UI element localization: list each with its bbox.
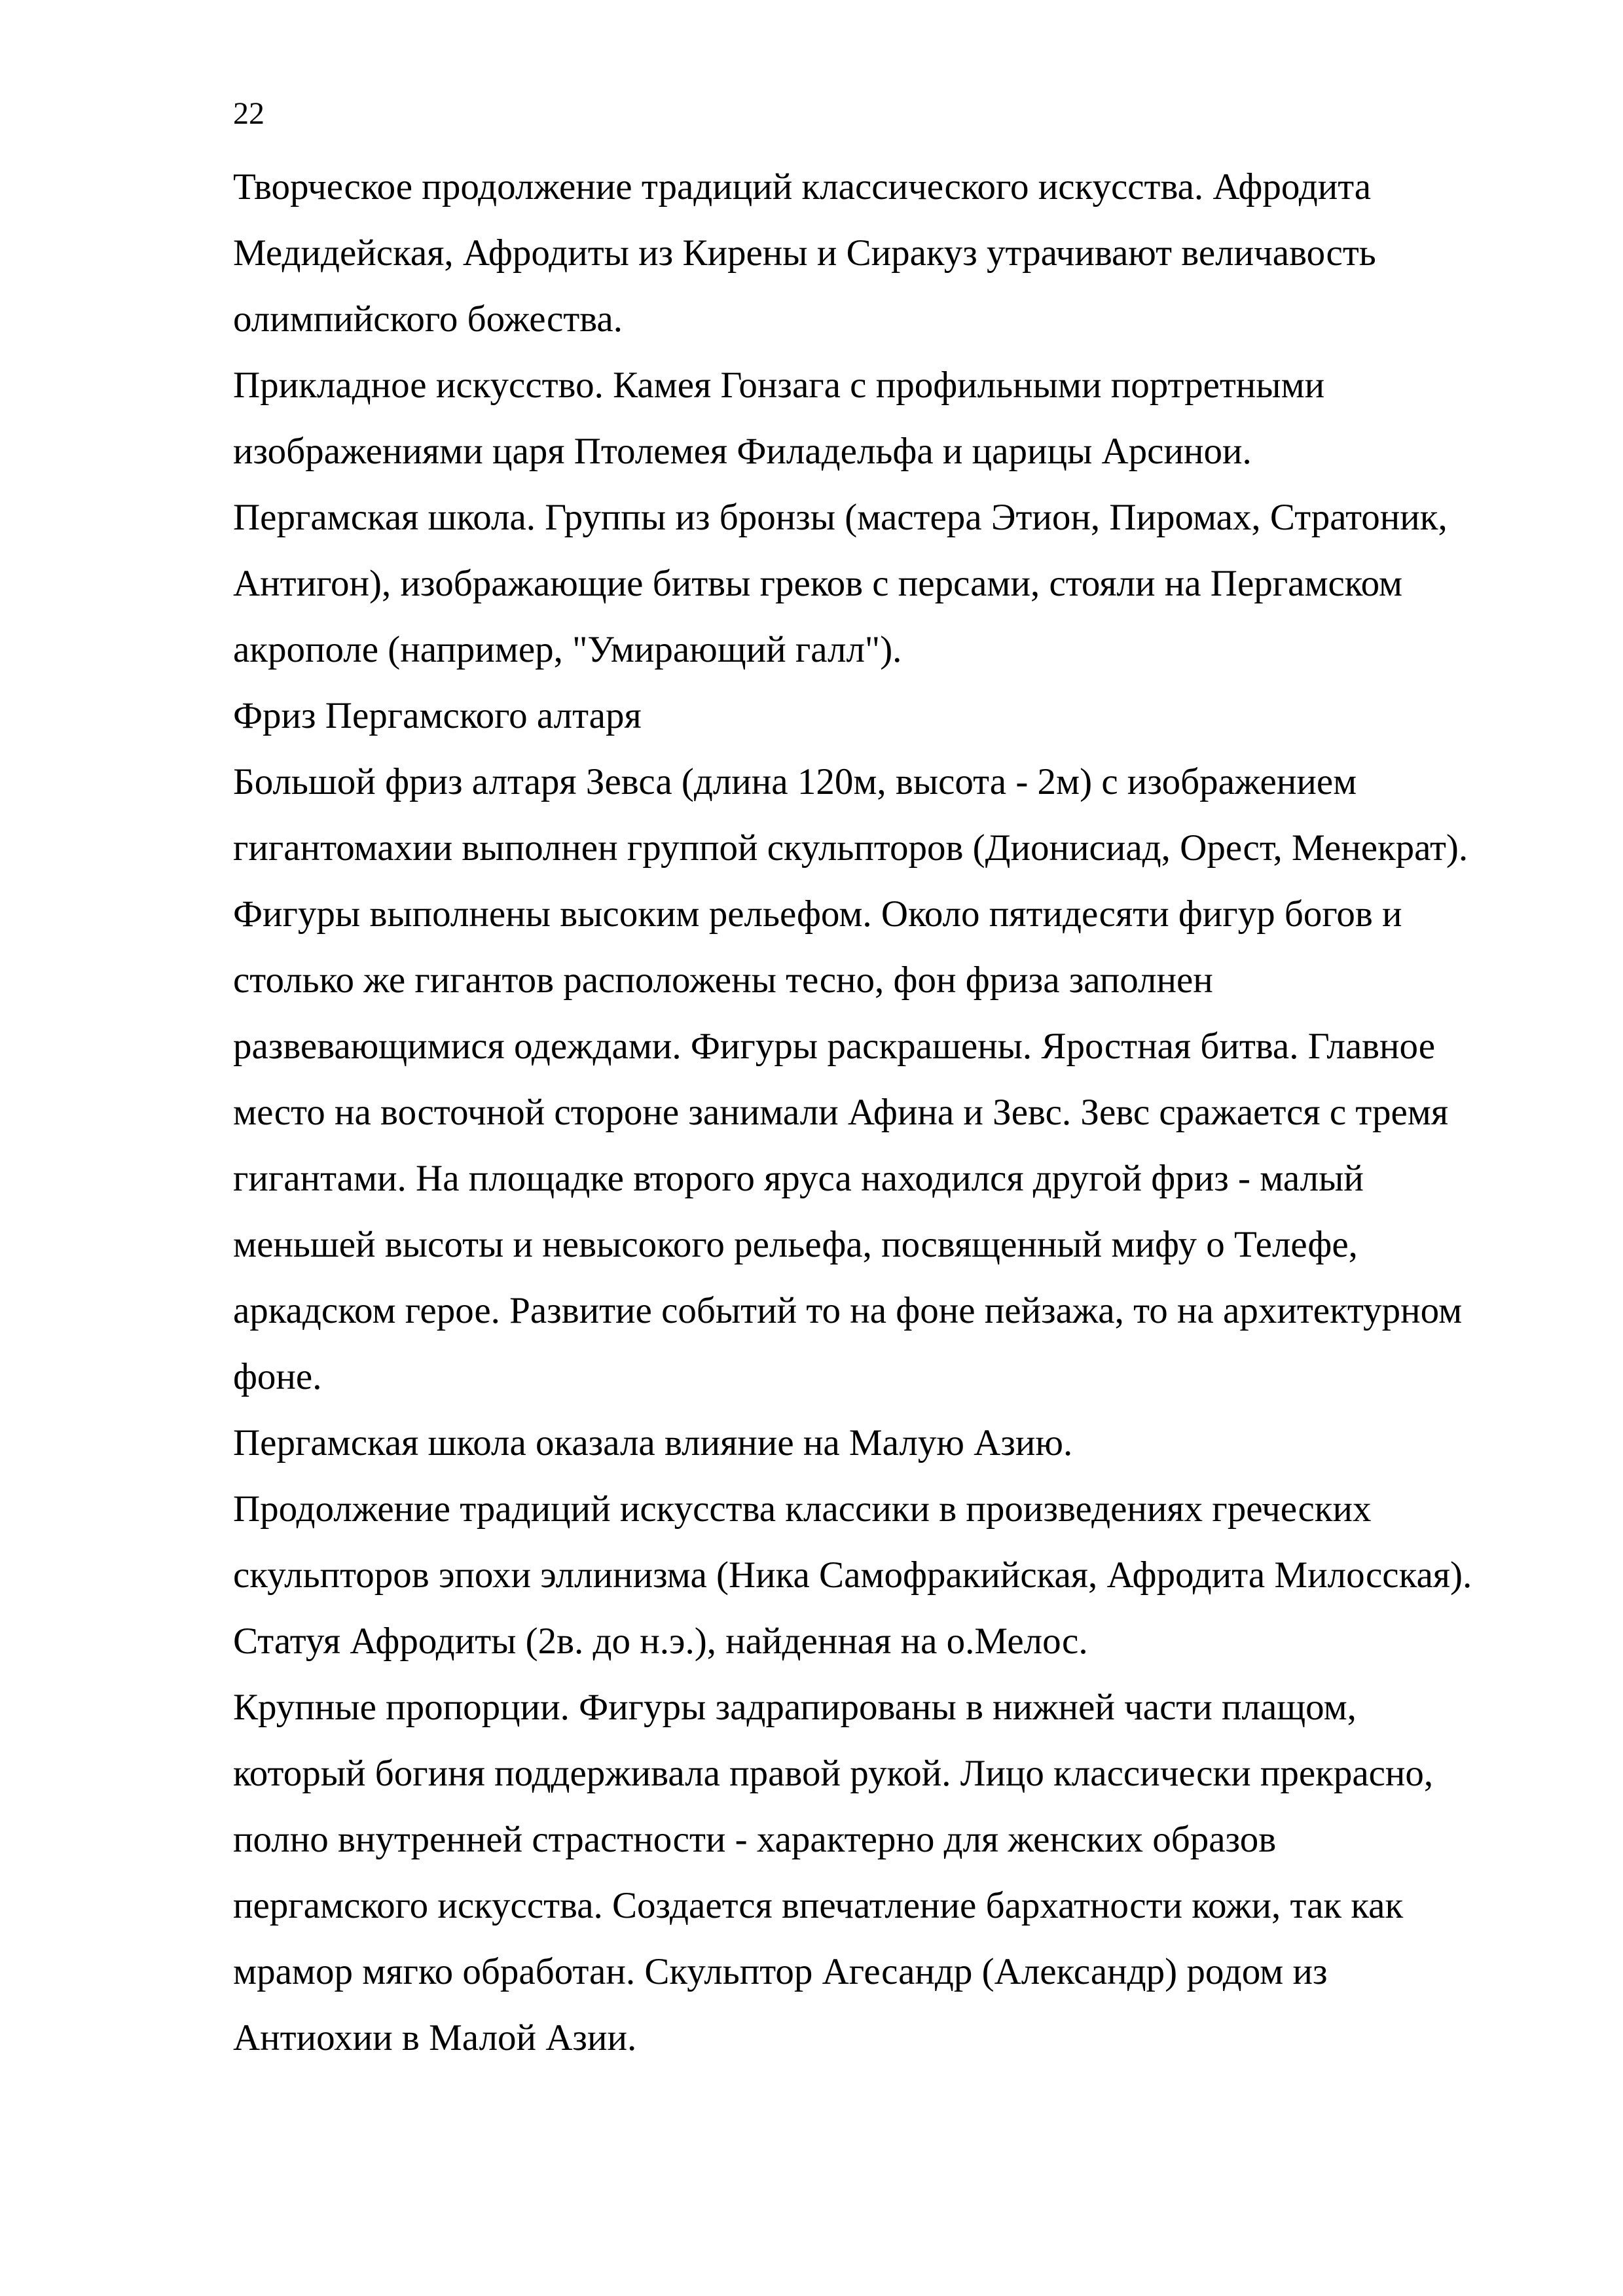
text-line: Продолжение традиций искусства классики в произведениях греческих — [233, 1488, 1372, 1530]
text-line: изображениями царя Птолемея Филадельфа и царицы Арсинои. — [233, 431, 1252, 472]
text-line: меньшей высоты и невысокого рельефа, посвященный мифу о Телефе, — [233, 1224, 1358, 1265]
text-line: Статуя Афродиты (2в. до н.э.), найденная на о.Мелос. — [233, 1621, 1088, 1662]
text-line: мрамор мягко обработан. Скульптор Агесандр (Александр) родом из — [233, 1951, 1328, 1992]
text-line: скульпторов эпохи эллинизма (Ника Самофракийская, Афродита Милосская). — [233, 1554, 1472, 1596]
text-line: олимпийского божества. — [233, 298, 623, 340]
text-line: пергамского искусства. Создается впечатление бархатности кожи, так как — [233, 1885, 1404, 1926]
text-line: Пергамская школа оказала влияние на Малую Азию. — [233, 1422, 1073, 1463]
text-line: место на восточной стороне занимали Афина и Зевс. Зевс сражается с тремя — [233, 1092, 1449, 1133]
text-line: развевающимися одеждами. Фигуры раскрашены. Яростная битва. Главное — [233, 1026, 1436, 1067]
text-line: Антигон), изображающие битвы греков с персами, стояли на Пергамском — [233, 563, 1403, 604]
text-line: гигантами. На площадке второго яруса находился другой фриз - малый — [233, 1158, 1364, 1199]
page-number: 22 — [233, 96, 264, 131]
text-line: Фриз Пергамского алтаря — [233, 695, 642, 736]
document-body — [233, 154, 1575, 2071]
text-line: Медидейская, Афродиты из Кирены и Сиракуз утрачивают величавость — [233, 232, 1376, 274]
text-line: Творческое продолжение традиций классического искусства. Афродита — [233, 166, 1372, 207]
text-line: акрополе (например, "Умирающий галл"). — [233, 629, 902, 670]
text-line: Пергамская школа. Группы из бронзы (мастера Этион, Пиромах, Стратоник, — [233, 497, 1448, 538]
text-line: столько же гигантов расположены тесно, фон фриза заполнен — [233, 960, 1213, 1001]
text-line: фоне. — [233, 1356, 322, 1397]
text-line: Большой фриз алтаря Зевса (длина 120м, высота - 2м) с изображением — [233, 761, 1357, 802]
text-line: который богиня поддерживала правой рукой. Лицо классически прекрасно, — [233, 1753, 1434, 1794]
text-line: полно внутренней страстности - характерно для женских образов — [233, 1819, 1277, 1860]
text-line: Крупные пропорции. Фигуры задрапированы в нижней части плащом, — [233, 1687, 1357, 1728]
text-line: гигантомахии выполнен группой скульпторов (Дионисиад, Орест, Менекрат). — [233, 827, 1468, 869]
text-line: аркадском герое. Развитие событий то на фоне пейзажа, то на архитектурном — [233, 1290, 1463, 1331]
text-line: Фигуры выполнены высоким рельефом. Около пятидесяти фигур богов и — [233, 893, 1402, 935]
text-line: Антиохии в Малой Азии. — [233, 2017, 637, 2058]
text-line: Прикладное искусство. Камея Гонзага с профильными портретными — [233, 365, 1325, 406]
